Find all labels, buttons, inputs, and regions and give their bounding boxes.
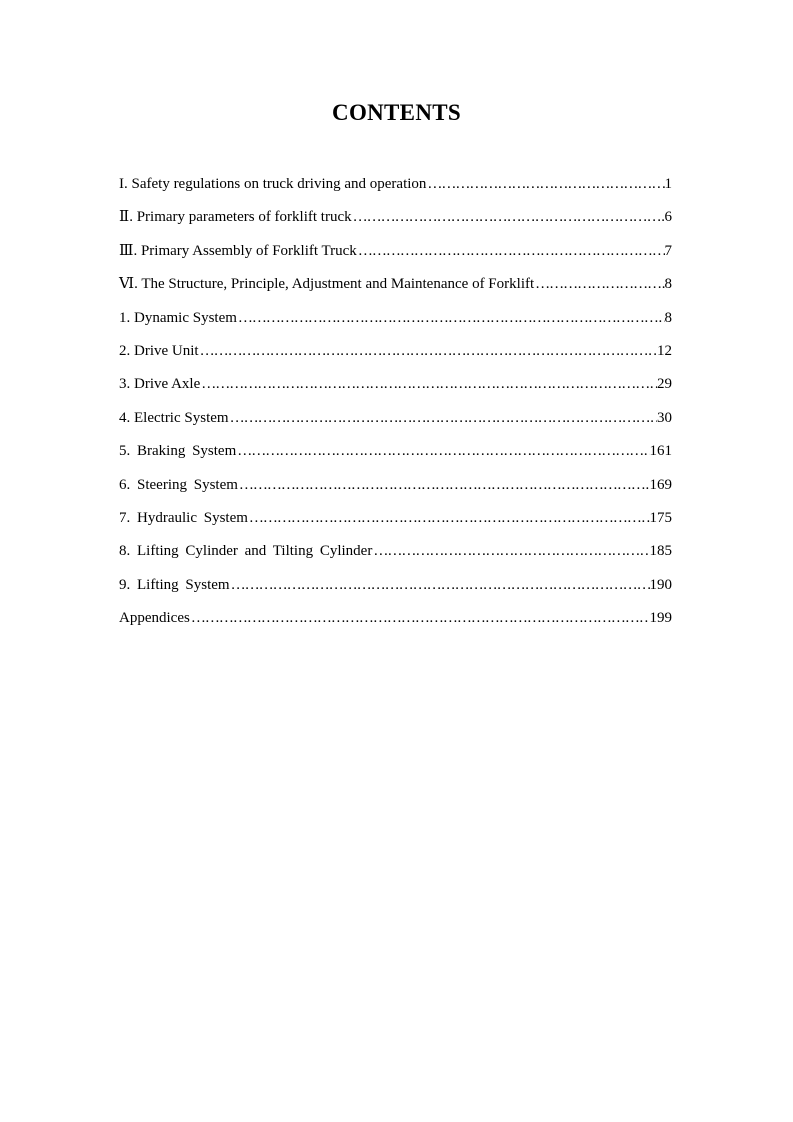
toc-entry-label: 3. Drive Axle (119, 376, 201, 393)
toc-entry-label: I. Safety regulations on truck driving and operation (119, 176, 427, 192)
toc-entry-page: 1 (664, 176, 672, 192)
toc-entry-page: 12 (657, 342, 672, 359)
toc-leader-dots (200, 372, 657, 396)
toc-leader-dots (237, 306, 665, 330)
toc-leader-dots (229, 406, 657, 430)
toc-entry-dynamic-system (119, 306, 672, 339)
toc-entry-steering-system (119, 473, 672, 506)
toc-entry-safety-regulations (119, 172, 672, 205)
toc-entry-page: 169 (649, 476, 672, 493)
toc-leader-dots (248, 506, 650, 530)
toc-entry-page: 7 (664, 242, 672, 259)
toc-entry-label: 6. Steering System (119, 476, 238, 493)
toc-entry-primary-assembly (119, 239, 672, 272)
toc-entry-drive-unit (119, 339, 672, 372)
toc-entry-page: 6 (664, 209, 672, 226)
toc-entry-label: 8. Lifting Cylinder and Tilting Cylinder (119, 543, 373, 560)
toc-leader-dots (357, 239, 665, 263)
toc-entry-lifting-cylinder (119, 539, 672, 572)
toc-entry-page: 175 (649, 509, 672, 526)
toc-leader-dots (426, 172, 664, 196)
toc-entry-label: Ⅲ. Primary Assembly of Forklift Truck (119, 242, 357, 259)
toc-entry-label: 2. Drive Unit (119, 342, 199, 359)
toc-entry-label: 4. Electric System (119, 409, 229, 426)
toc-entry-label: Appendices (119, 610, 190, 627)
toc-entry-page: 8 (664, 276, 672, 293)
toc-entry-label: Ⅵ. The Structure, Principle, Adjustment and Maintenance of Forklift (119, 276, 535, 293)
toc-entry-label: 7. Hydraulic System (119, 509, 248, 526)
toc-entry-label: 9. Lifting System (119, 576, 230, 593)
toc-entry-page: 161 (649, 443, 672, 460)
toc-leader-dots (230, 573, 650, 597)
toc-entry-braking-system (119, 439, 672, 472)
toc-entry-page: 185 (649, 543, 672, 560)
toc-entry-page: 199 (649, 610, 672, 627)
toc-entry-lifting-system (119, 573, 672, 606)
toc-leader-dots (190, 606, 650, 630)
page-title: CONTENTS (332, 100, 461, 125)
toc-leader-dots (238, 473, 650, 497)
toc-entry-page: 29 (657, 376, 672, 393)
toc-entry-label: Ⅱ. Primary parameters of forklift truck (119, 209, 352, 226)
toc-entry-hydraulic-system (119, 506, 672, 539)
toc-entry-page: 30 (657, 409, 672, 426)
toc-entry-electric-system (119, 406, 672, 439)
toc-entry-drive-axle (119, 372, 672, 405)
toc-leader-dots (199, 339, 657, 363)
toc-leader-dots (372, 539, 649, 563)
toc-entry-primary-parameters (119, 205, 672, 238)
toc-entry-label: 5. Braking System (119, 443, 237, 460)
toc-leader-dots (352, 205, 665, 229)
toc-leader-dots (534, 272, 664, 296)
toc-entry-appendices (119, 606, 672, 639)
toc-entry-structure-principle (119, 272, 672, 305)
toc-entry-page: 8 (664, 309, 672, 326)
toc-leader-dots (236, 439, 649, 463)
table-of-contents (119, 172, 672, 639)
toc-entry-label: 1. Dynamic System (119, 309, 237, 326)
toc-entry-page: 190 (649, 576, 672, 593)
